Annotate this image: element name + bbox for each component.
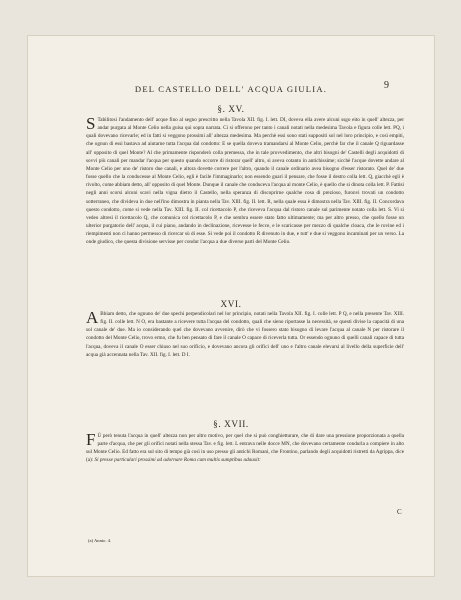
section-xv-paragraph [86,116,404,247]
section-title-xv: §. XV. [217,104,245,114]
section-title-xvi: XVI. [220,299,242,309]
catchword: C [397,508,402,516]
section-xvi-paragraph [86,310,404,359]
section-title-xvii: §. XVII. [213,419,249,429]
footnote: (a) Annio. 4. [88,538,112,543]
page-number: 9 [384,80,389,91]
paragraph-text: Tabilitosi l'andamento dell' acque fino al segno prescritto nella Tavola XII. fig. I. lett. DI, doveva ella avere alcuni ssgo eito in quell' altezza, per andar purgata al Monte Celio nella guisa qui sopra narrata. Ci si offerono per tanto i canali notati nella medesima Tavola e figura colle lett. PQ, i quali dovevano ricevarle; ed in fatti si veggono prossimi all' altezza medesima. Ma perchè essi sono stati suppositi sol nel loro principio, e così empiti, che ognun di essi bastava ad aiutarne tutta l'acqua dal condotto: E se quella doveva tramandarsi al Monte Celio, perchè far che il canale Q riguardasse all' opposito di quel Monte? Al che primamente risponderò colla premessa, che in tale provvedimento, che altri bisogni de' Castelli degli acquidotti di sovvi più canali per mandar l'acqua per questo quando occorre di ristorar quell' altro, si aveva cotanto in antichissime; sicchè l'acque dovette andare al Monte Celio per uno de' ristoro due canali, e altora dovette correre per l'altro, quando il canale ordinario avea bisogno d'esser ristorato. Quel de' due fosse quello che la conducesse al Monte Celio, egli è facile l'immaginarlo; non essendo guari il pensare, che fosse il destro colla lett. Q, giacchè egli è rivolto, come abbiam detto, all' opposito di quel Monte. Dunque il canale che conduceva l'acqua al monte Celio, è quello che si dinota colla lett. P. Fattisi negli anni scorsi alcuni scavi nella vigna dietro il Castello, nella speranza di discoprirne qualche cosa di prezioso, furonvi trovati un condotto sotterraneo, che divideva in due nell'ino dimostra in pianta nella Tav. XIII. fig. II. lett. R, nella quale essa è dimostra nella Tav. XIII. fig. II. Concordava questo condotto, come si vede nella Tav. XIII. fig. II. col ricettacolo P, che riceveva l'acqua dal ristoro canale sul parimente notato colla lett. S. Vi si vedeo altresì il ricettacolo Q, che comunica col ricettacolo P, e che sembra essere stato fatto ultimamente; ma per altro presso, che quello fosse un ulterior purgatorio dell' acqua, il cui piano, andando in declinazione, ricevesse le fecce, e le scaricasse per mezzo di qualche cloaca, che le rovine ed i riempimenti non ci hanno permesso di ricercar sù di esse. Si vede poi il condotto R divenuto in due, e tutt' e due si veggono incaminati per un verso. La onde giudico, che questa divisione servisse per condur l'acqua a due diverse parti del Monte Celio. [86,117,404,246]
drop-cap: A [86,308,99,327]
section-xvii-paragraph [86,432,404,465]
latin-quote: Si presse particulari prossimi ad adornare Roma cum multis sumptibus adauxit: [94,457,261,464]
drop-cap: S [86,114,96,133]
running-title: DEL CASTELLO DELL' ACQUA GIULIA. [134,84,328,94]
paragraph-text: Bbiam detto, che ognuno de' due spechi perpendicolari nel lor principio, notati nella Tavola XII. fig. I. colle lett. P Q, e nella presente Tav. XIII. fig. II. colle lett. N O, era bastante a ricevere tutta l'acqua del condotto, quali che sieno riportasse la necessità, se questi divise la capacità di una sol canale de' due. Ma io considerando quel che dovevano avvenire, dirò che vi fossero stato bisogno di levare l'acqua al canale N per ristorare il condotto del Monte Celio, trovo ermo, che fu ben pensato di fare il canale O capace di riceverla tutta. Or essendo ognuno di quelli canali capace di tutta l'acqua, doveva il canale O esser chiuso nel suo orificio, e dovevano ancora gli orifici dell' uno e l'altro canale elevarsi al livello della superficie dell' acqua già accennata nella Tav. XII. fig. I. lett. D I. [86,311,404,358]
page-sheet [28,36,434,576]
drop-cap: F [86,430,96,449]
paragraph-text: Ù però tenuta l'acqua in quell' altezza non per altro motivo, per quel che si può conghietturare, che di dare una pressione proporzionata a quella parte d'acqua, che per gli orifici notati nella stessa Tav. e fig. lett. L entrava nelle docce MN, che dovevano certamente condurla a compiere in alto sul Monte Celio. Ed fatto era sul sito di tempo già così in uso presso gli antichi Romani, che Frontino, parlando degli acquidotti ristretti da Agrippa, dice (a): [86,433,404,464]
